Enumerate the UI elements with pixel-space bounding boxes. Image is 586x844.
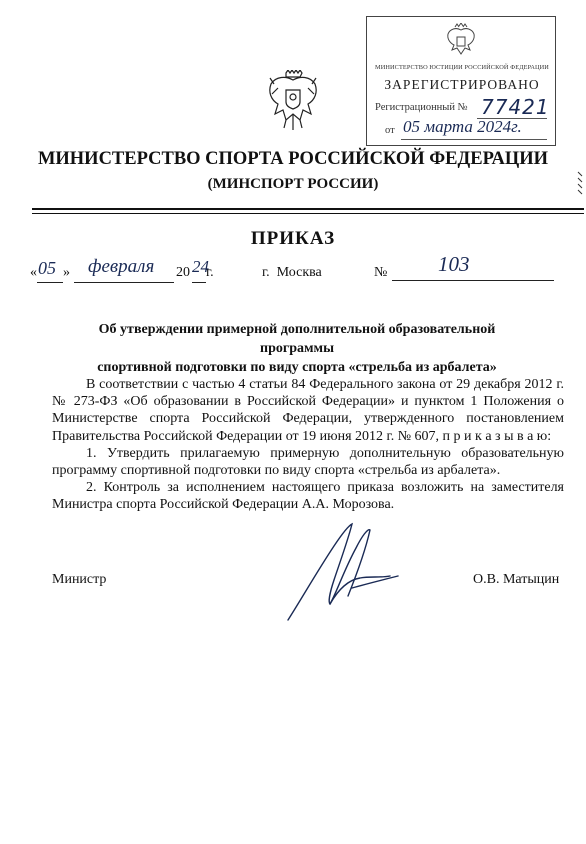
coat-of-arms-icon	[444, 23, 478, 59]
date-month-underline	[74, 282, 174, 283]
ministry-short-title: (МИНСПОРТ РОССИИ)	[207, 176, 379, 192]
body-paragraph-item-2: 2. Контроль за исполнением настоящего приказа возложить на заместителя Министра спорта Российской Федерации А.А. Морозова.	[52, 480, 564, 513]
stamp-regnum-label: Регистрационный №	[375, 102, 468, 113]
body-paragraph-item-1: 1. Утвердить прилагаемую примерную дополнительную образовательную программу спортивной подготовки по виду спорта «стрельба из арбалета».	[52, 445, 564, 479]
date-year-prefix: 20	[176, 265, 190, 280]
signatory-title: Министр	[52, 572, 107, 587]
date-year-suffix: г.	[206, 265, 214, 280]
header-rule-thick	[32, 208, 584, 210]
date-day-underline	[37, 282, 63, 283]
date-close-quote: »	[63, 265, 70, 280]
date-year-hand: 24	[192, 257, 209, 276]
order-subject-line-1: Об утверждении примерной дополнительной образовательной программы	[98, 322, 496, 356]
stamp-date-underline	[401, 139, 547, 140]
date-day: 05	[38, 258, 56, 278]
order-subject	[60, 320, 534, 377]
stamp-regnum-value: 77421	[481, 95, 550, 119]
registration-stamp	[366, 16, 556, 146]
order-title: ПРИКАЗ	[250, 228, 336, 249]
signature-icon	[282, 518, 402, 626]
order-number-label: №	[374, 265, 388, 280]
order-number: 103	[438, 252, 470, 276]
stamp-ministry-text: МИНИСТЕРСТВО ЮСТИЦИИ РОССИЙСКОЙ ФЕДЕРАЦИИ	[375, 64, 549, 71]
stamp-date-label: от	[385, 125, 395, 136]
coat-of-arms-icon	[266, 70, 320, 132]
date-open-quote: «	[30, 265, 37, 280]
order-subject-line-2: спортивной подготовки по виду спорта «стрельба из арбалета»	[97, 360, 497, 375]
stamp-registered-text: ЗАРЕГИСТРИРОВАНО	[384, 77, 540, 92]
signatory-name: О.В. Матыцин	[473, 572, 560, 587]
header-rule-thin	[32, 213, 584, 214]
order-body	[52, 376, 564, 514]
stamp-date-value: 05 марта 2024г.	[403, 117, 522, 136]
date-month: февраля	[88, 256, 155, 277]
ministry-title: МИНИСТЕРСТВО СПОРТА РОССИЙСКОЙ ФЕДЕРАЦИИ	[37, 149, 549, 169]
body-paragraph-preamble: В соответствии с частью 4 статьи 84 Федерального закона от 29 декабря 2012 г. № 273-ФЗ «Об образовании в Российской Федерации» и пунктом 1 Положения о Министерстве спорта Российской Федерации, утвержденного постановлением Правительства Российской Федерации от 19 июня 2012 г. № 607, п р и к а з ы в а ю:	[52, 377, 564, 444]
city: г. Москва	[262, 265, 322, 280]
date-year-underline	[192, 282, 206, 283]
order-number-underline	[392, 280, 554, 281]
